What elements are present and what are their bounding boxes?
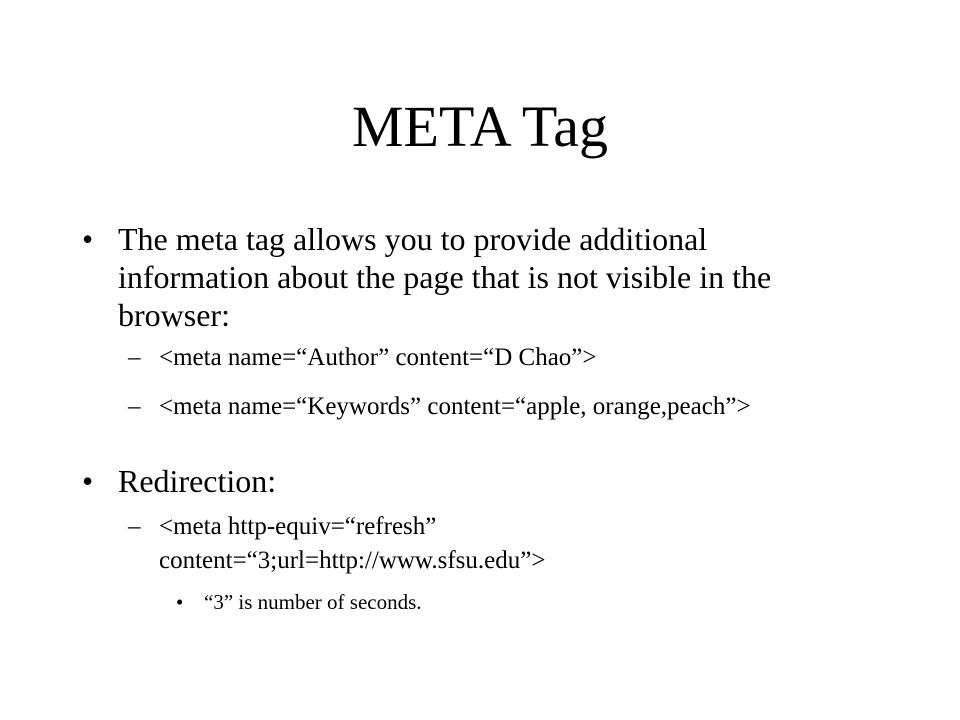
- sub-sub-bullet-seconds-note: [176, 588, 776, 616]
- sub-bullet-text: <meta name=“Author” content=“D Chao”>: [159, 344, 597, 371]
- dash-marker: –: [128, 344, 141, 371]
- bullet-marker-small: •: [176, 590, 184, 614]
- sub-bullet-text: <meta http-equiv=“refresh” content=“3;url=http://www.sfsu.edu”>: [159, 513, 546, 574]
- sub-sub-bullet-text: “3” is number of seconds.: [204, 590, 422, 614]
- bullet-marker: •: [82, 463, 94, 499]
- bullet-redirection: [82, 462, 862, 500]
- slide-title: META Tag: [351, 94, 609, 159]
- sub-bullet-keywords-example: [128, 390, 808, 424]
- bullet-marker: •: [82, 221, 94, 257]
- sub-bullet-author-example: [128, 341, 808, 375]
- sub-bullet-refresh-example: [128, 510, 808, 578]
- bullet-text: Redirection:: [118, 463, 277, 499]
- bullet-meta-description: [82, 220, 862, 334]
- dash-marker: –: [128, 393, 141, 420]
- sub-bullet-text: <meta name=“Keywords” content=“apple, orange,peach”>: [159, 393, 751, 420]
- bullet-text: The meta tag allows you to provide additional information about the page that is not visible in the browser:: [118, 221, 772, 333]
- dash-marker: –: [128, 513, 141, 540]
